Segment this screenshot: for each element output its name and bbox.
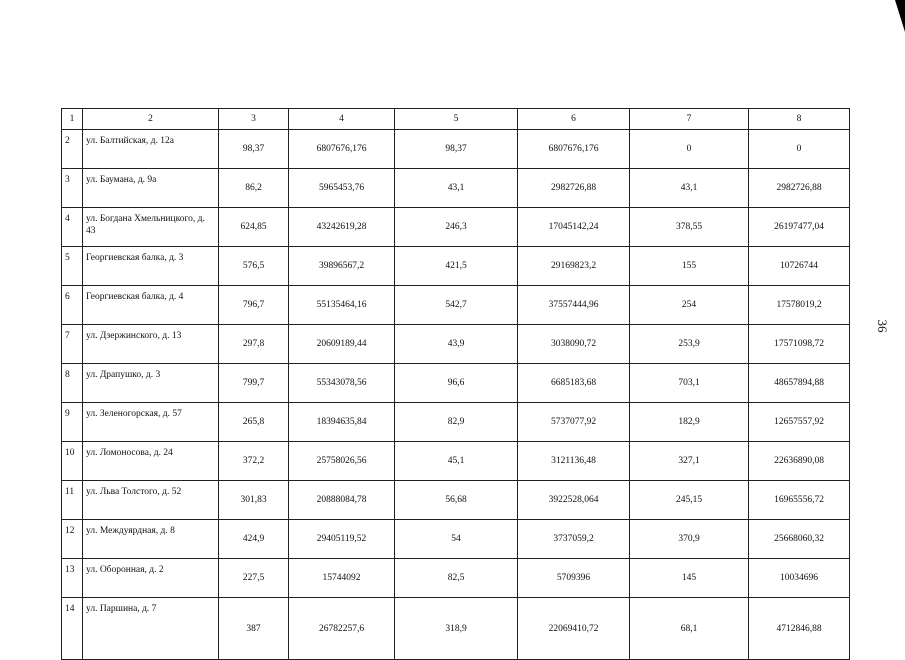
row-number-cell: 2	[62, 130, 83, 169]
value-cell: 98,37	[219, 130, 289, 169]
value-cell: 370,9	[630, 520, 749, 559]
table-row	[62, 403, 850, 442]
value-cell: 245,15	[630, 481, 749, 520]
value-cell: 227,5	[219, 559, 289, 598]
value-cell: 29405119,52	[289, 520, 395, 559]
header-cell: 7	[630, 109, 749, 130]
page-number: 36	[875, 319, 890, 333]
row-number-cell: 8	[62, 364, 83, 403]
value-cell: 254	[630, 286, 749, 325]
address-cell: Георгиевская балка, д. 3	[83, 247, 219, 286]
value-cell: 43242619,28	[289, 208, 395, 247]
value-cell: 265,8	[219, 403, 289, 442]
value-cell: 253,9	[630, 325, 749, 364]
header-cell: 5	[395, 109, 518, 130]
value-cell: 301,83	[219, 481, 289, 520]
row-number-cell: 13	[62, 559, 83, 598]
value-cell: 6807676,176	[518, 130, 630, 169]
value-cell: 3038090,72	[518, 325, 630, 364]
value-cell: 55135464,16	[289, 286, 395, 325]
table-row	[62, 325, 850, 364]
address-cell: ул. Богдана Хмельницкого, д. 43	[83, 208, 219, 247]
value-cell: 297,8	[219, 325, 289, 364]
value-cell: 5709396	[518, 559, 630, 598]
header-cell: 4	[289, 109, 395, 130]
table-row	[62, 169, 850, 208]
value-cell: 10034696	[749, 559, 850, 598]
row-number-cell: 3	[62, 169, 83, 208]
value-cell: 6807676,176	[289, 130, 395, 169]
value-cell: 43,1	[395, 169, 518, 208]
value-cell: 5965453,76	[289, 169, 395, 208]
header-cell: 6	[518, 109, 630, 130]
row-number-cell: 6	[62, 286, 83, 325]
value-cell: 43,9	[395, 325, 518, 364]
value-cell: 0	[749, 130, 850, 169]
value-cell: 3121136,48	[518, 442, 630, 481]
value-cell: 3922528,064	[518, 481, 630, 520]
value-cell: 86,2	[219, 169, 289, 208]
header-cell: 2	[83, 109, 219, 130]
value-cell: 55343078,56	[289, 364, 395, 403]
table-row	[62, 364, 850, 403]
row-number-cell: 11	[62, 481, 83, 520]
address-cell: ул. Паршина, д. 7	[83, 598, 219, 660]
value-cell: 10726744	[749, 247, 850, 286]
value-cell: 98,37	[395, 130, 518, 169]
value-cell: 799,7	[219, 364, 289, 403]
address-cell: Георгиевская балка, д. 4	[83, 286, 219, 325]
table-header-row	[62, 109, 850, 130]
value-cell: 82,9	[395, 403, 518, 442]
value-cell: 96,6	[395, 364, 518, 403]
value-cell: 542,7	[395, 286, 518, 325]
table-row	[62, 559, 850, 598]
table-row	[62, 598, 850, 660]
value-cell: 54	[395, 520, 518, 559]
value-cell: 26197477,04	[749, 208, 850, 247]
row-number-cell: 4	[62, 208, 83, 247]
value-cell: 12657557,92	[749, 403, 850, 442]
table-row	[62, 130, 850, 169]
row-number-cell: 7	[62, 325, 83, 364]
table-row	[62, 520, 850, 559]
table-row	[62, 442, 850, 481]
value-cell: 20609189,44	[289, 325, 395, 364]
value-cell: 6685183,68	[518, 364, 630, 403]
value-cell: 39896567,2	[289, 247, 395, 286]
row-number-cell: 12	[62, 520, 83, 559]
address-cell: ул. Дзержинского, д. 13	[83, 325, 219, 364]
address-cell: ул. Оборонная, д. 2	[83, 559, 219, 598]
value-cell: 15744092	[289, 559, 395, 598]
header-cell: 8	[749, 109, 850, 130]
value-cell: 387	[219, 598, 289, 660]
address-cell: ул. Ломоносова, д. 24	[83, 442, 219, 481]
value-cell: 43,1	[630, 169, 749, 208]
value-cell: 145	[630, 559, 749, 598]
address-cell: ул. Междуярдная, д. 8	[83, 520, 219, 559]
value-cell: 424,9	[219, 520, 289, 559]
address-cell: ул. Балтийская, д. 12а	[83, 130, 219, 169]
address-cell: ул. Драпушко, д. 3	[83, 364, 219, 403]
header-cell: 3	[219, 109, 289, 130]
value-cell: 18394635,84	[289, 403, 395, 442]
value-cell: 2982726,88	[518, 169, 630, 208]
value-cell: 378,55	[630, 208, 749, 247]
value-cell: 5737077,92	[518, 403, 630, 442]
value-cell: 372,2	[219, 442, 289, 481]
value-cell: 82,5	[395, 559, 518, 598]
value-cell: 0	[630, 130, 749, 169]
corner-scan-mark	[895, 0, 905, 32]
address-cell: ул. Баумана, д. 9а	[83, 169, 219, 208]
value-cell: 3737059,2	[518, 520, 630, 559]
table-body	[62, 109, 850, 660]
table-row	[62, 286, 850, 325]
row-number-cell: 10	[62, 442, 83, 481]
address-cell: ул. Зеленогорская, д. 57	[83, 403, 219, 442]
value-cell: 421,5	[395, 247, 518, 286]
value-cell: 26782257,6	[289, 598, 395, 660]
value-cell: 17578019,2	[749, 286, 850, 325]
value-cell: 155	[630, 247, 749, 286]
value-cell: 624,85	[219, 208, 289, 247]
table-row	[62, 208, 850, 247]
value-cell: 29169823,2	[518, 247, 630, 286]
value-cell: 576,5	[219, 247, 289, 286]
value-cell: 318,9	[395, 598, 518, 660]
value-cell: 16965556,72	[749, 481, 850, 520]
value-cell: 37557444,96	[518, 286, 630, 325]
value-cell: 22069410,72	[518, 598, 630, 660]
row-number-cell: 9	[62, 403, 83, 442]
header-cell: 1	[62, 109, 83, 130]
value-cell: 246,3	[395, 208, 518, 247]
data-table	[61, 108, 850, 660]
table-row	[62, 247, 850, 286]
value-cell: 182,9	[630, 403, 749, 442]
value-cell: 25758026,56	[289, 442, 395, 481]
value-cell: 2982726,88	[749, 169, 850, 208]
value-cell: 56,68	[395, 481, 518, 520]
value-cell: 17571098,72	[749, 325, 850, 364]
value-cell: 17045142,24	[518, 208, 630, 247]
value-cell: 4712846,88	[749, 598, 850, 660]
value-cell: 45,1	[395, 442, 518, 481]
value-cell: 48657894,88	[749, 364, 850, 403]
value-cell: 68,1	[630, 598, 749, 660]
value-cell: 22636890,08	[749, 442, 850, 481]
table-row	[62, 481, 850, 520]
value-cell: 25668060,32	[749, 520, 850, 559]
value-cell: 796,7	[219, 286, 289, 325]
value-cell: 703,1	[630, 364, 749, 403]
row-number-cell: 14	[62, 598, 83, 660]
row-number-cell: 5	[62, 247, 83, 286]
value-cell: 327,1	[630, 442, 749, 481]
value-cell: 20888084,78	[289, 481, 395, 520]
address-cell: ул. Льва Толстого, д. 52	[83, 481, 219, 520]
